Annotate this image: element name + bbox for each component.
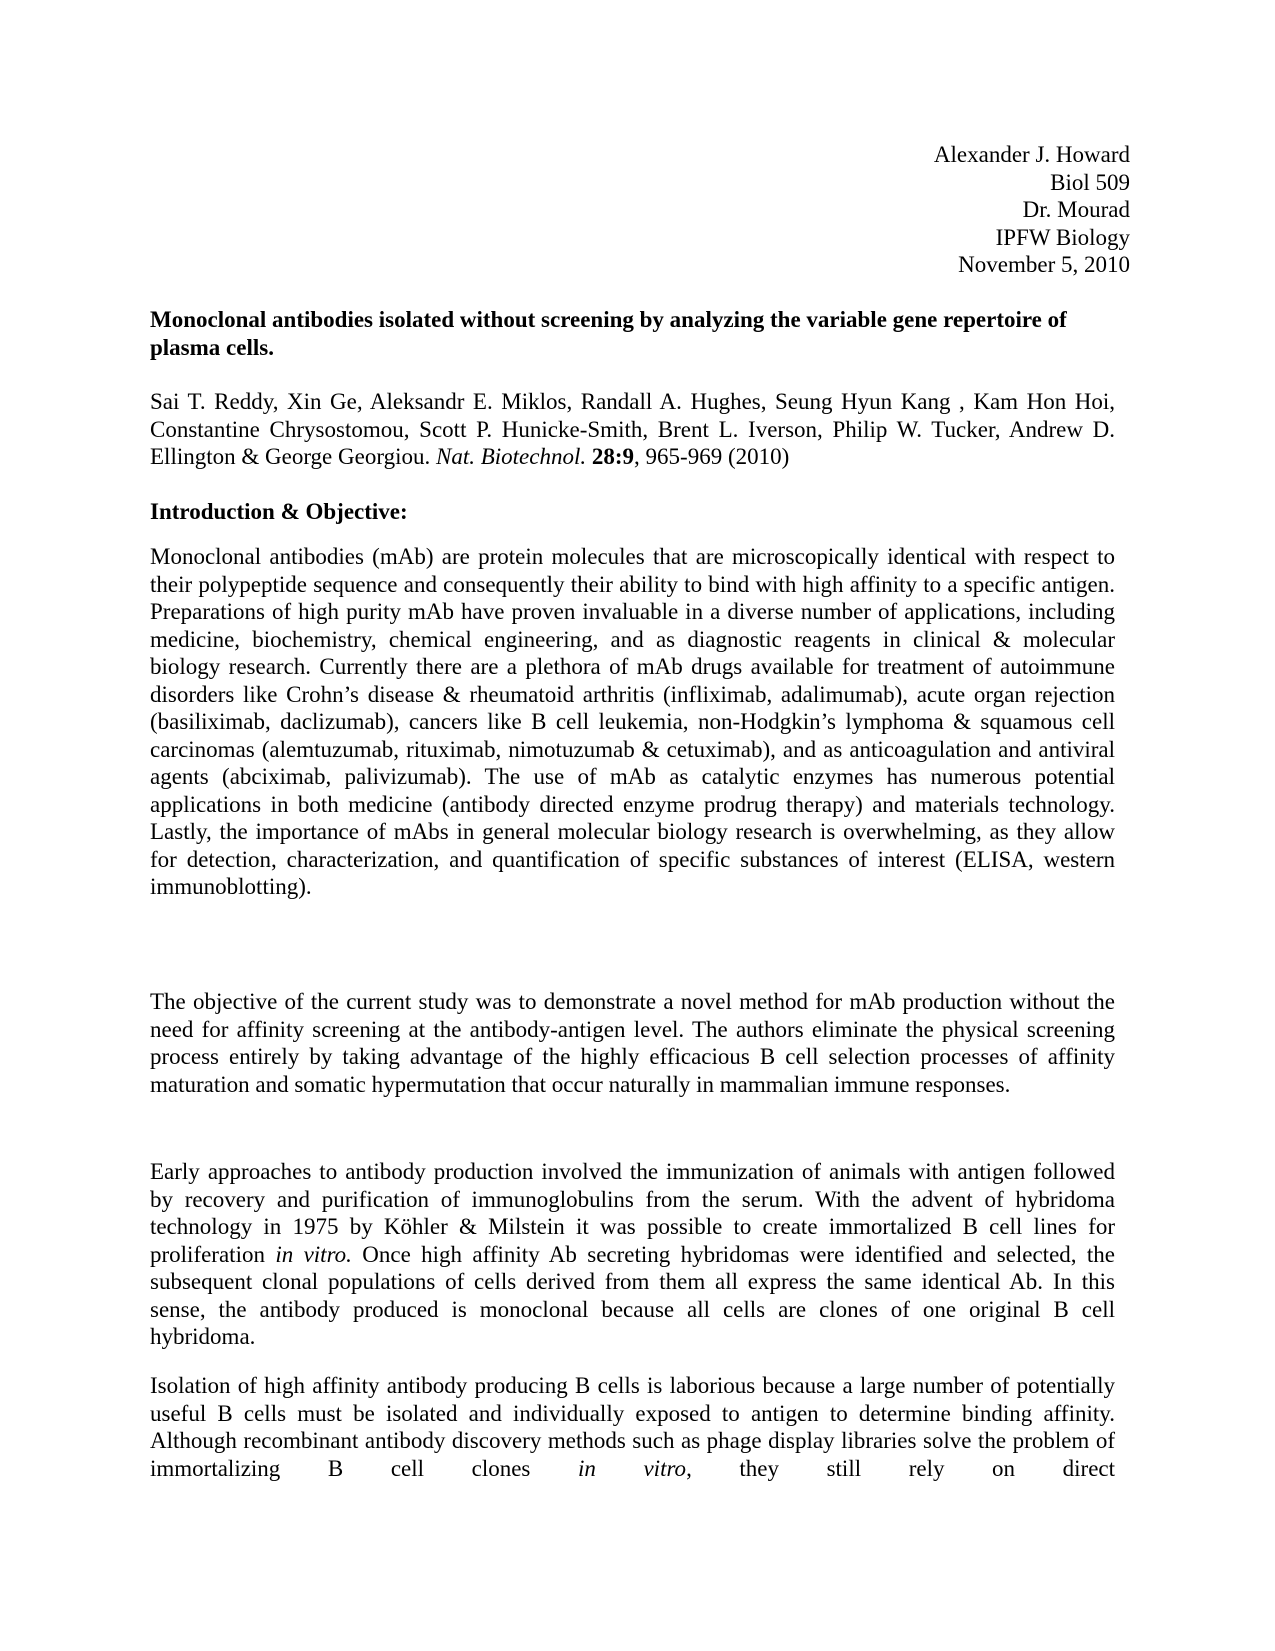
instructor-name: Dr. Mourad (1022, 197, 1130, 222)
paragraph-4-text-a: Isolation of high affinity antibody producing B cells is laborious because a large number of potentially useful B cells must be isolated and individually exposed to antigen to determine binding affinity. Although recombinant antibody discovery methods such as phage display libraries solve the problem of immortalizing B cell clones (150, 1373, 1115, 1481)
citation (150, 388, 1115, 471)
paper-title: Monoclonal antibodies isolated without screening by analyzing the variable gene repertoire of plasma cells. (150, 307, 1067, 360)
header-block (934, 141, 1130, 279)
author-name: Alexander J. Howard (933, 142, 1130, 167)
department-name: IPFW Biology (995, 224, 1130, 250)
paragraph-3 (150, 1158, 1115, 1351)
paragraph-2: The objective of the current study was to demonstrate a novel method for mAb production without the need for affinity screening at the antibody-antigen level. The authors eliminate the physical screening process entirely by taking advantage of the highly efficacious B cell selection processes of affinity maturation and somatic hypermutation that occur naturally in mammalian immune responses. (150, 989, 1115, 1097)
paragraph-4 (150, 1372, 1115, 1482)
paragraph-3-italic: in vitro. (275, 1241, 352, 1267)
document-date: November 5, 2010 (958, 252, 1130, 277)
citation-volume: 28:9 (591, 444, 635, 469)
section-heading: Introduction & Objective: (150, 499, 408, 524)
paragraph-4-text-b: , they still rely on direct (686, 1455, 1115, 1481)
citation-pages-year: , 965-969 (2010) (634, 444, 790, 469)
paragraph-4-italic: in vitro (577, 1455, 687, 1481)
paragraph-3-text-a: Early approaches to antibody production involved the immunization of animals with antigen followed by recovery and purification of immunoglobulins from the serum. With the advent of hybridoma technology in 1975 by Köhler & Milstein it was possible to create immortalized B cell lines for proliferation (150, 1159, 1115, 1267)
citation-journal: Nat. Biotechnol. (435, 444, 587, 469)
paragraph-3-text-b: Once high affinity Ab secreting hybridomas were identified and selected, the subsequent clonal populations of cells derived from them all express the same identical Ab. In this sense, the antibody produced is monoclonal because all cells are clones of one original B cell hybridoma. (150, 1241, 1115, 1349)
course-number: Biol 509 (1050, 169, 1130, 195)
citation-authors: Sai T. Reddy, Xin Ge, Aleksandr E. Miklos, Randall A. Hughes, Seung Hyun Kang , Kam Hon Hoi, Constantine Chrysostomou, Scott P. Hunicke-Smith, Brent L. Iverson, Philip W. Tucker, Andrew D. Ellington & George Georgiou. (150, 389, 1115, 469)
paragraph-1: Monoclonal antibodies (mAb) are protein molecules that are microscopically identical with respect to their polypeptide sequence and consequently their ability to bind with high affinity to a specific antigen. Preparations of high purity mAb have proven invaluable in a diverse number of applications, including medicine, biochemistry, chemical engineering, and as diagnostic reagents in clinical & molecular biology research. Currently there are a plethora of mAb drugs available for treatment of autoimmune disorders like Crohn’s disease & rheumatoid arthritis (infliximab, adalimumab), acute organ rejection (basiliximab, daclizumab), cancers like B cell leukemia, non-Hodgkin’s lymphoma & squamous cell carcinomas (alemtuzumab, rituximab, nimotuzumab & cetuximab), and as anticoagulation and antiviral agents (abciximab, palivizumab). The use of mAb as catalytic enzymes has numerous potential applications in both medicine (antibody directed enzyme prodrug therapy) and materials technology. Lastly, the importance of mAbs in general molecular biology research is overwhelming, as they allow for detection, characterization, and quantification of specific substances of interest (ELISA, western immunoblotting). (150, 544, 1115, 899)
